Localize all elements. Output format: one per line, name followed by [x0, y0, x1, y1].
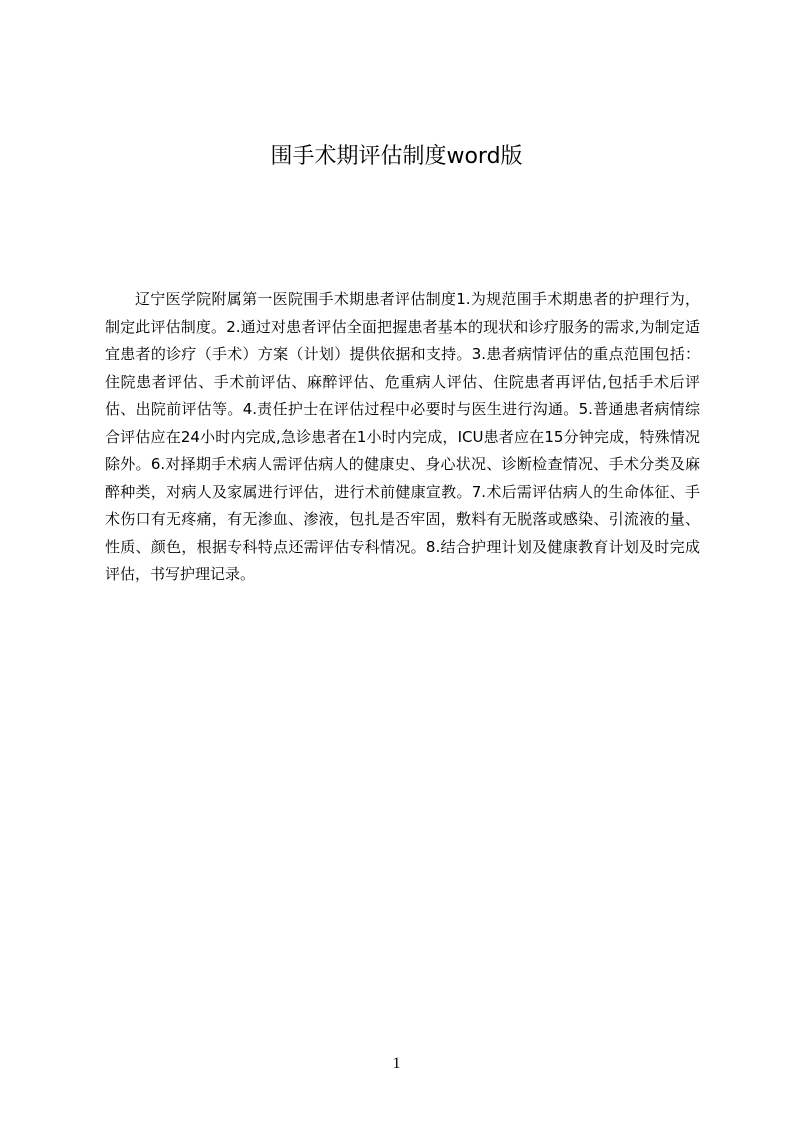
page-number: 1 [392, 1055, 401, 1072]
document-body-paragraph: 辽宁医学院附属第一医院围手术期患者评估制度1.为规范围手术期患者的护理行为，制定此评估制度。2.通过对患者评估全面把握患者基本的现状和诊疗服务的需求,为制定适宜患者的诊疗（手术）方案（计划）提供依据和支持。3.患者病情评估的重点范围包括：住院患者评估、手术前评估、麻醉评估、危重病人评估、住院患者再评估,包括手术后评估、出院前评估等。4.责任护士在评估过程中必要时与医生进行沟通。5.普通患者病情综合评估应在24小时内完成,急诊患者在1小时内完成，ICU患者应在15分钟完成，特殊情况除外。6.对择期手术病人需评估病人的健康史、身心状况、诊断检查情况、手术分类及麻醉种类，对病人及家属进行评估，进行术前健康宣教。7.术后需评估病人的生命体征、手术伤口有无疼痛，有无渗血、渗液，包扎是否牢固，敷料有无脱落或感染、引流液的量、性质、颜色，根据专科特点还需评估专科情况。8.结合护理计划及健康教育计划及时完成评估，书写护理记录。 [105, 290, 700, 583]
document-title: 围手术期评估制度word版 [270, 144, 523, 169]
